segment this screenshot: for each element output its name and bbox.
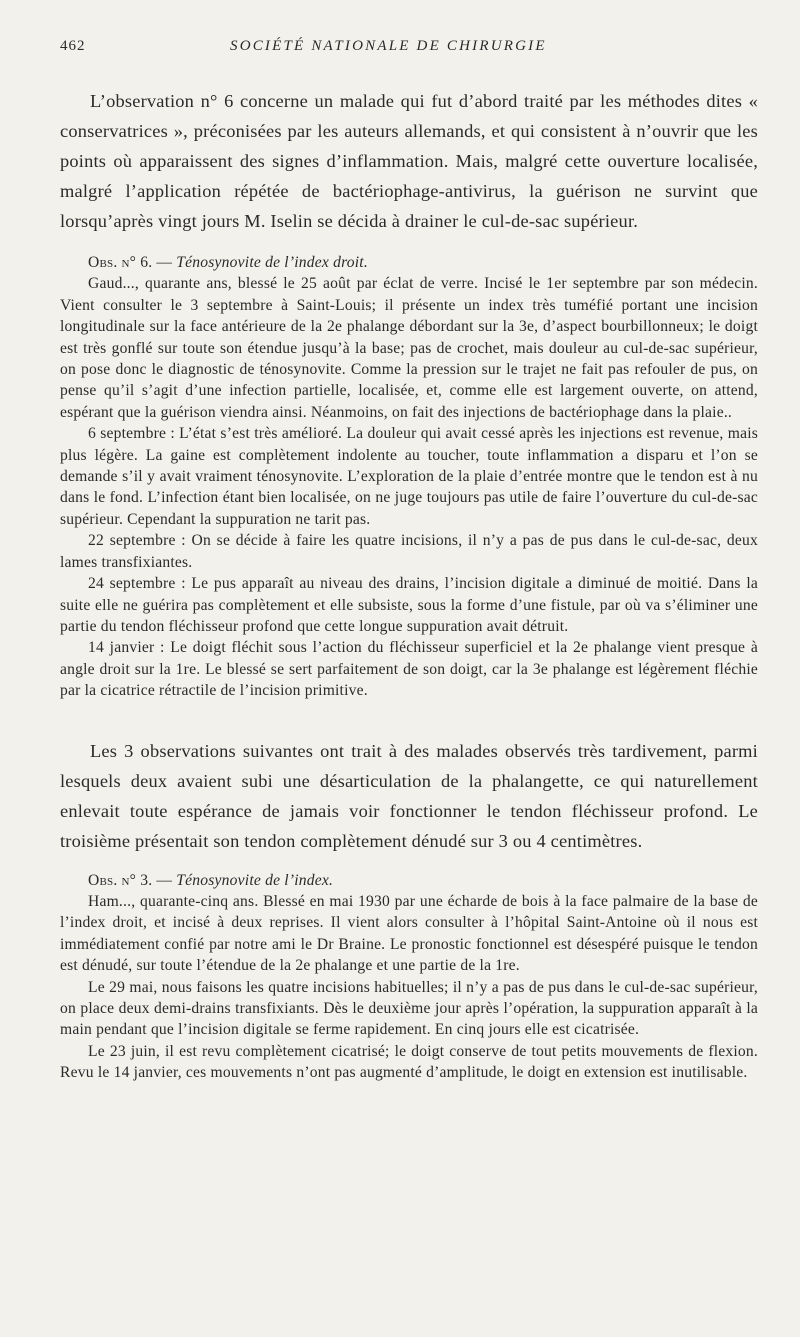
observation-title: Ténosynovite de l’index droit. xyxy=(176,254,368,271)
observation-paragraph: Gaud..., quarante ans, blessé le 25 août par éclat de verre. Incisé le 1er septembre par son médecin. Vient consulter le 3 septembre à Saint-Louis; il présente un index très tuméfié portant une incision longitudinale sur la face antérieure de la 2e phalange débordant sur la 3e, d’aspect bourbillonneux; le doigt est très gonflé sur toute son étendue jusqu’à la base; pas de crochet, mais douleur au cul-de-sac supérieur, on pose donc le diagnostic de ténosynovite. Comme la pression sur le trajet ne fait pas refouler de pus, on pense qu’il s’agit d’une infection partielle, localisée, et, comme elle est largement ouverte, on attend, espérant que la guérison viendra ainsi. Néanmoins, on fait des injections de bactériophage dans la plaie.. xyxy=(60,275,758,421)
observation-label: Obs. n° 6. xyxy=(88,254,153,271)
intro-paragraph: L’observation n° 6 concerne un malade qui fut d’abord traité par les méthodes dites « conservatrices », préconisées par les auteurs allemands, et qui consistent à n’ouvrir que les points où apparaissent des signes d’inflammation. Mais, malgré cette ouverture localisée, malgré l’application répétée de bactériophage-antivirus, la guérison ne survint que lorsqu’après vingt jours M. Iselin se décida à drainer le cul-de-sac supérieur. xyxy=(60,91,758,231)
observation-3 xyxy=(60,870,758,1084)
observation-paragraph: 6 septembre : L’état s’est très amélioré. La douleur qui avait cessé après les injections est revenue, mais plus légère. La gaine est complètement indolente au toucher, toute inflammation a disparu et l’on se demande s’il y avait vraiment ténosynovite. L’exploration de la plaie d’entrée montre que le tendon est à nu dans le fond. L’infection étant bien localisée, on ne juge toujours pas utile de faire l’ouverture du cul-de-sac supérieur. Cependant la suppuration ne tarit pas. xyxy=(60,425,758,528)
observation-6 xyxy=(60,252,758,702)
observation-paragraph: Le 29 mai, nous faisons les quatre incisions habituelles; il n’y a pas de pus dans le cul-de-sac supérieur, on place deux demi-drains transfixiants. Dès le deuxième jour après l’opération, la suppuration apparaît à la main pendant que l’incision digitale se ferme rapidement. En cinq jours elle est cicatrisée. xyxy=(60,978,758,1039)
observation-paragraph: 22 septembre : On se décide à faire les quatre incisions, il n’y a pas de pus dans le cul-de-sac, deux lames transfixiantes. xyxy=(60,532,758,571)
observation-paragraph: 14 janvier : Le doigt fléchit sous l’action du fléchisseur superficiel et la 2e phalange vient presque à angle droit sur la 1re. Le blessé se sert parfaitement de son doigt, car la 3e phalange est légèrement fléchie par la cicatrice rétractile de l’incision primitive. xyxy=(60,639,758,700)
observation-title: Ténosynovite de l’index. xyxy=(176,871,334,889)
observation-heading xyxy=(60,870,758,891)
running-header xyxy=(60,38,758,64)
observation-dash: — xyxy=(152,871,177,889)
observation-dash: — xyxy=(152,254,177,271)
observation-label: Obs. n° 3. xyxy=(88,871,153,889)
observation-paragraph: 24 septembre : Le pus apparaît au niveau des drains, l’incision digitale a diminué de moitié. Dans la suite elle ne guérira pas complètement et elle subsiste, sous la forme d’une fistule, par où va s’éliminer une partie du tendon fléchisseur profond que cette longue suppuration avait détruit. xyxy=(60,575,758,635)
page-number: 462 xyxy=(60,38,86,54)
page xyxy=(60,38,758,1084)
observation-paragraph: Ham..., quarante-cinq ans. Blessé en mai 1930 par une écharde de bois à la face palmaire de la base de l’index droit, et incisé à deux reprises. Il vient alors consulter à l’hôpital Saint-Antoine où il nous est immédiatement confié par notre ami le Dr Braine. Le pronostic fonctionnel est désespéré puisque le tendon est dénudé, sur toute l’étendue de la 2e phalange et une partie de la 1re. xyxy=(60,892,758,975)
observation-heading xyxy=(60,252,758,273)
journal-title: SOCIÉTÉ NATIONALE DE CHIRURGIE xyxy=(230,38,547,54)
observation-paragraph: Le 23 juin, il est revu complètement cicatrisé; le doigt conserve de tout petits mouvements de flexion. Revu le 14 janvier, ces mouvements n’ont pas augmenté d’amplitude, le doigt en extension est inutilisable. xyxy=(60,1042,758,1082)
section-paragraph: Les 3 observations suivantes ont trait à des malades observés très tardivement, parmi lesquels deux avaient subi une désarticulation de la phalangette, ce qui naturellement enlevait toute espérance de jamais voir fonctionner le tendon fléchisseur profond. Le troisième présentait son tendon complètement dénudé sur 3 ou 4 centimètres. xyxy=(60,740,758,851)
